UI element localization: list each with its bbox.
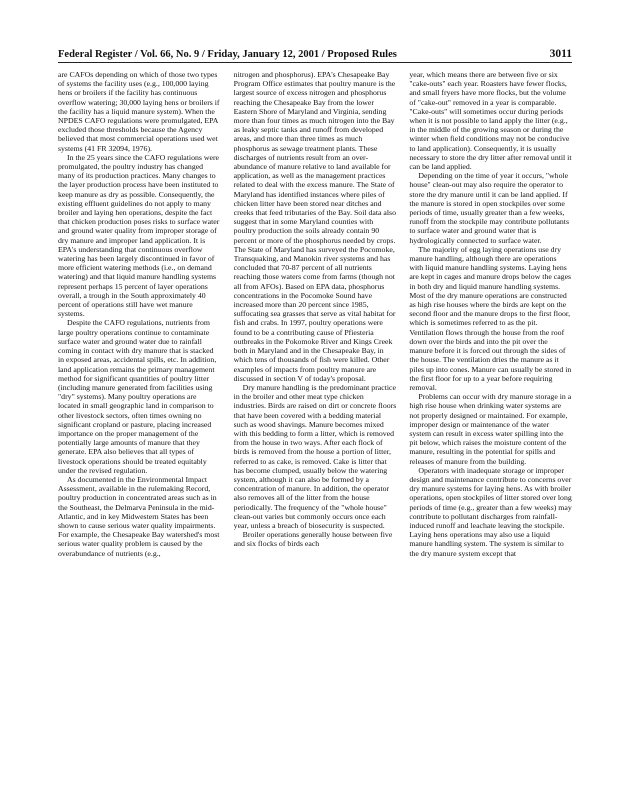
page-header (58, 44, 572, 63)
paragraph: Depending on the time of year it occurs, "whole house" clean-out may also require the operator to store the dry manure until it can be land applied. If the manure is stored in open stockpiles over some periods of time, usually greater than a few weeks, runoff from the stockpile may contribute pollutants to surface water and ground water that is hydrologically connected to surface water. (409, 171, 570, 245)
running-head: Federal Register / Vol. 66, No. 9 / Friday, January 12, 2001 / Proposed Rules (58, 49, 397, 60)
paragraph: year, which means there are between five or six "cake-outs" each year. Roasters have fewer flocks, and small fryers have more flocks, but the volume of "cake-out" removed in a year is comparable. "Cake-outs" will sometimes occur during periods when it is not possible to land apply the litter (e.g., in the middle of the growing season or during the winter when field conditions may not be conducive to land application). Consequently, it is usually necessary to store the dry litter after removal until it can be land applied. (409, 70, 572, 172)
paragraph: The majority of egg laying operations use dry manure handling, although there are operations with liquid manure handling systems. Laying hens are kept in cages and manure drops below the cages in both dry and liquid manure handling systems. Most of the dry manure operations are constructed as high rise houses where the birds are kept on the second floor and the manure drops to the first floor, which is sometimes referred to as the pit. Ventilation flows through the house from the roof down over the birds and into the pit over the manure before it is forced out through the sides of the house. The ventilation dries the manure as it piles up into cones. Manure can usually be stored in the first floor for up to a year before requiring removal. (409, 244, 572, 392)
paragraph: Operators with inadequate storage or improper design and maintenance contribute to concerns over dry manure systems for laying hens. As with broiler operations, open stockpiles of litter stored over long periods of time (e.g., greater than a few weeks) may contribute to pollutant discharges from rainfall-induced runoff and leachate leaving the stockpile. Laying hens operations may also use a liquid manure handling system. The system is similar to the dry manure system except that (409, 465, 572, 558)
paragraph: In the 25 years since the CAFO regulations were promulgated, the poultry industry has changed many of its production practices. Many changes to the layer production process have been instituted to keep manure as dry as possible. Consequently, the existing effluent guidelines do not apply to many broiler and laying hen operations, despite the fact that chicken production poses risks to surface water and ground water quality from improper storage of dry manure and improper land application. It is EPA's understanding that continuous overflow watering has been largely discontinued in favor of more efficient watering methods (i.e., on demand watering) and that liquid manure handling systems represent perhaps 15 percent of layer operations overall, a trough in the South approximately 40 percent of operations still have wet manure systems. (58, 152, 220, 319)
paragraph: Dry manure handling is the predominant practice in the broiler and other meat type chicken industries. Birds are raised on dirt or concrete floors that have been covered with a bedding material such as wood shavings. Manure becomes mixed with this bedding to form a litter, which is removed from the house in two ways. After each flock of birds is removed from the house a portion of litter, referred to as cake, is removed. Cake is litter that has become clumped, usually below the watering system, although it can also be formed by a concentration of manure. In addition, the operator also removes all of the litter from the house periodically. The frequency of the "whole house" clean-out varies but commonly occurs once each year, unless a breach of biosecurity is suspected. (233, 382, 397, 530)
paragraph: As documented in the Environmental Impact Assessment, available in the rulemaking Record, poultry production in concentrated areas such as in the Southeast, the Delmarva Peninsula in the mid-Atlantic, and in key Midwestern States has been shown to cause serious water quality impairments. For example, the Chesapeake Bay watershed's most serious water quality problem is caused by the overabundance of nutrients (e.g., (58, 474, 220, 558)
paragraph: Problems can occur with dry manure storage in a high rise house when drinking water systems are not properly designed or maintained. For example, improper design or maintenance of the water system can result in excess water spilling into the pit below, which raises the moisture content of the manure, resulting in the potential for spills and releases of manure from the building. (409, 392, 572, 466)
page-number: 3011 (549, 48, 572, 60)
paragraph: are CAFOs depending on which of those two types of systems the facility uses (e.g., 100,000 laying hens or broilers if the facility has continuous overflow watering; 30,000 laying hens or broilers if the facility has a liquid manure system). When the NPDES CAFO regulations were promulgated, EPA excluded those thresholds because the Agency believed that most commercial operations used wet systems (41 FR 32094, 1976). (58, 70, 220, 153)
column-right (409, 70, 572, 772)
text-columns (58, 70, 572, 772)
paragraph: Despite the CAFO regulations, nutrients from large poultry operations continue to contaminate surface water and ground water due to rainfall coming in contact with dry manure that is stacked in exposed areas, accidental spills, etc. In addition, land application remains the primary management method for significant quantities of poultry litter (including manure generated from facilities using "dry" systems). Many poultry operations are located in small geographic land in comparison to other livestock sectors, often times owning no significant cropland or pasture, placing increased importance on the proper management of the potentially large amounts of manure that they generate. EPA also believes that all types of livestock operations should be treated equitably under the revised regulation. (58, 318, 217, 475)
column-left (58, 70, 221, 772)
paragraph: Broiler operations generally house between five and six flocks of birds each (233, 530, 393, 549)
column-middle (234, 70, 397, 772)
paragraph: nitrogen and phosphorus). EPA's Chesapeake Bay Program Office estimates that poultry manure is the largest source of excess nitrogen and phosphorus reaching the Chesapeake Bay from the lower Eastern Shore of Maryland and Virginia, sending more than four times as much nitrogen into the Bay as leaky septic tanks and runoff from developed areas, and more than three times as much phosphorus as sewage treatment plants. These discharges of nutrients result from an over-abundance of manure relative to land available for application, as well as the management practices related to deal with the excess manure. The State of Maryland has identified instances where piles of chicken litter have been stored near ditches and creeks that feed tributaries of the Bay. Soil data also suggest that in some Maryland counties with poultry production the soils already contain 90 percent or more of the phosphorus needed by crops. The State of Maryland has surveyed the Pocomoke, Transquaking, and Manokin river systems and has concluded that 70-87 percent of all nutrients reaching those waters come from farms (though not all from AFOs). Based on EPA data, phosphorus concentrations in the Pocomoke Sound have increased more than 20 percent since 1985, suffocating sea grasses that serve as vital habitat for fish and crabs. In 1997, poultry operations were found to be a contributing cause of Pfiesteria outbreaks in the Pokomoke River and Kings Creek both in Maryland and in the Chesapeake Bay, in which tens of thousands of fish were killed. Other examples of impacts from poultry manure are discussed in section V of today's proposal. (233, 70, 396, 383)
